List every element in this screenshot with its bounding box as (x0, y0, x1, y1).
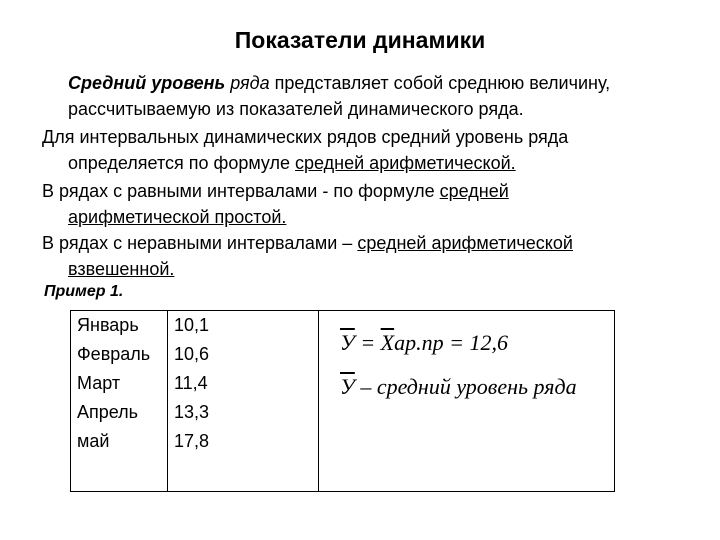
definition-text-line2: рассчитываемую из показателей динамического ряда. (68, 99, 524, 119)
link-arithmetic-mean: средней арифметической. (295, 153, 516, 173)
example-label: Пример 1. (44, 283, 124, 300)
unequal-text: В рядах с неравными интервалами – (42, 233, 358, 253)
value-cell: 10,6 (174, 344, 210, 364)
paragraph-definition (42, 70, 702, 122)
formula-result: = 12,6 (443, 330, 508, 355)
month-cell: Февраль (77, 344, 151, 364)
month-cell: Январь (77, 315, 139, 335)
formula-legend-text: – средний уровень ряда (354, 374, 577, 399)
values-column (168, 311, 319, 492)
value-cell: 13,3 (174, 402, 210, 422)
formula-legend (340, 374, 577, 418)
formula-average (340, 330, 577, 374)
paragraph-interval (42, 124, 702, 176)
paragraph-equal-intervals (42, 178, 702, 230)
y-bar-symbol: У (340, 330, 355, 355)
interval-text: Для интервальных динамических рядов средний уровень ряда (42, 127, 569, 147)
y-bar-symbol-legend: У (340, 374, 355, 399)
months-column (71, 311, 168, 492)
interval-text-line2: определяется по формуле (68, 153, 296, 173)
formula-eq1: = (354, 330, 381, 355)
simple-mean-part2: арифметической простой. (68, 207, 287, 227)
month-cell: Март (77, 373, 121, 393)
month-cell: Апрель (77, 402, 139, 422)
month-cell: май (77, 431, 110, 451)
value-cell: 11,4 (174, 373, 208, 393)
term-series: ряда (230, 73, 270, 93)
formula-subscript: ар.пр (394, 330, 444, 355)
weighted-mean-part1: средней арифметической (357, 233, 573, 253)
weighted-mean-part2: взвешенной. (68, 259, 175, 279)
value-cell: 17,8 (174, 431, 210, 451)
paragraph-unequal-intervals (42, 230, 702, 282)
term-average-level: Средний уровень (68, 73, 226, 93)
formula-block (340, 330, 577, 418)
x-bar-symbol: Х (380, 330, 395, 355)
page-title: Показатели динамики (234, 27, 486, 53)
definition-text: представляет собой среднюю величину, (269, 73, 611, 93)
value-cell: 10,1 (174, 315, 210, 335)
simple-mean-part1: средней (439, 181, 509, 201)
equal-text: В рядах с равными интервалами - по формуле (42, 181, 440, 201)
